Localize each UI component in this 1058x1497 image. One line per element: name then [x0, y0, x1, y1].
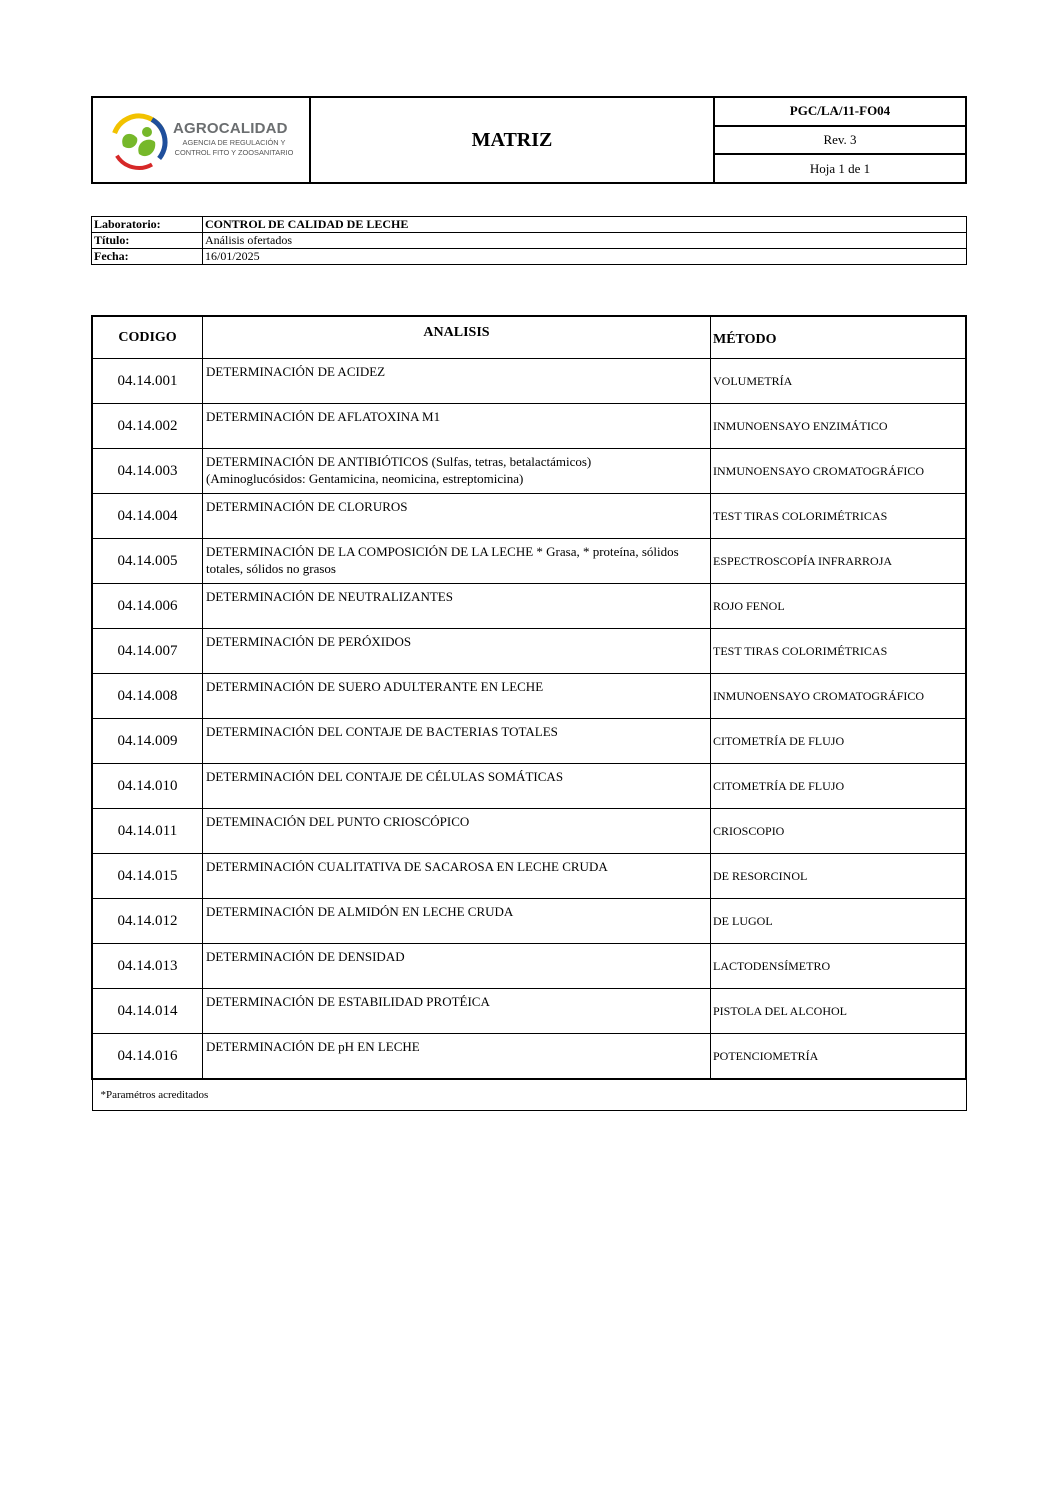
- title-label: Título:: [92, 233, 203, 249]
- date-value: 16/01/2025: [203, 249, 967, 265]
- info-row-title: [92, 233, 967, 249]
- row-code: 04.14.005: [92, 539, 203, 584]
- row-code: 04.14.010: [92, 764, 203, 809]
- table-row: [92, 629, 966, 674]
- row-analysis: DETERMINACIÓN DE SUERO ADULTERANTE EN LECHE: [203, 674, 711, 719]
- table-row: [92, 539, 966, 584]
- logo-cell: [93, 98, 311, 182]
- row-analysis: DETERMINACIÓN DE ACIDEZ: [203, 359, 711, 404]
- info-table: [91, 216, 967, 265]
- row-code: 04.14.016: [92, 1034, 203, 1080]
- row-method: VOLUMETRÍA: [711, 359, 967, 404]
- row-method: TEST TIRAS COLORIMÉTRICAS: [711, 494, 967, 539]
- table-row: [92, 944, 966, 989]
- table-header-row: [92, 316, 966, 359]
- table-row: [92, 899, 966, 944]
- row-analysis: DETERMINACIÓN DE ESTABILIDAD PROTÉICA: [203, 989, 711, 1034]
- row-analysis: DETERMINACIÓN DEL CONTAJE DE CÉLULAS SOMÁTICAS: [203, 764, 711, 809]
- row-code: 04.14.004: [92, 494, 203, 539]
- row-method: CITOMETRÍA DE FLUJO: [711, 764, 967, 809]
- row-code: 04.14.009: [92, 719, 203, 764]
- footnote: *Paramétros acreditados: [92, 1079, 966, 1111]
- row-code: 04.14.012: [92, 899, 203, 944]
- agrocalidad-logo-icon: [109, 112, 169, 172]
- analysis-table: [91, 315, 967, 1111]
- row-code: 04.14.015: [92, 854, 203, 899]
- table-row: [92, 809, 966, 854]
- table-row: [92, 674, 966, 719]
- row-method: CRIOSCOPIO: [711, 809, 967, 854]
- row-code: 04.14.006: [92, 584, 203, 629]
- row-analysis: DETERMINACIÓN DE PERÓXIDOS: [203, 629, 711, 674]
- document-meta: [715, 98, 965, 182]
- row-analysis: DETERMINACIÓN CUALITATIVA DE SACAROSA EN LECHE CRUDA: [203, 854, 711, 899]
- brand-subtitle-2: CONTROL FITO Y ZOOSANITARIO: [174, 148, 294, 157]
- row-method: LACTODENSÍMETRO: [711, 944, 967, 989]
- row-method: POTENCIOMETRÍA: [711, 1034, 967, 1080]
- table-row: [92, 1034, 966, 1080]
- row-method: DE RESORCINOL: [711, 854, 967, 899]
- table-row: [92, 854, 966, 899]
- row-code: 04.14.011: [92, 809, 203, 854]
- table-row: [92, 404, 966, 449]
- row-code: 04.14.014: [92, 989, 203, 1034]
- row-method: ESPECTROSCOPÍA INFRARROJA: [711, 539, 967, 584]
- row-code: 04.14.013: [92, 944, 203, 989]
- footnote-row: [92, 1079, 966, 1111]
- row-code: 04.14.007: [92, 629, 203, 674]
- row-analysis: DETERMINACIÓN DE NEUTRALIZANTES: [203, 584, 711, 629]
- lab-label: Laboratorio:: [92, 217, 203, 233]
- row-method: PISTOLA DEL ALCOHOL: [711, 989, 967, 1034]
- row-code: 04.14.001: [92, 359, 203, 404]
- table-row: [92, 719, 966, 764]
- table-row: [92, 584, 966, 629]
- row-code: 04.14.003: [92, 449, 203, 494]
- row-method: INMUNOENSAYO CROMATOGRÁFICO: [711, 449, 967, 494]
- row-code: 04.14.002: [92, 404, 203, 449]
- brand-name: AGROCALIDAD: [173, 120, 288, 137]
- table-row: [92, 449, 966, 494]
- row-analysis: DETERMINACIÓN DE ALMIDÓN EN LECHE CRUDA: [203, 899, 711, 944]
- table-row: [92, 494, 966, 539]
- row-analysis: DETERMINACIÓN DEL CONTAJE DE BACTERIAS TOTALES: [203, 719, 711, 764]
- title-value: Análisis ofertados: [203, 233, 967, 249]
- row-analysis: DETERMINACIÓN DE CLORUROS: [203, 494, 711, 539]
- table-row: [92, 989, 966, 1034]
- table-row: [92, 359, 966, 404]
- row-analysis: DETEMINACIÓN DEL PUNTO CRIOSCÓPICO: [203, 809, 711, 854]
- row-method: TEST TIRAS COLORIMÉTRICAS: [711, 629, 967, 674]
- row-method: DE LUGOL: [711, 899, 967, 944]
- row-method: CITOMETRÍA DE FLUJO: [711, 719, 967, 764]
- row-method: INMUNOENSAYO ENZIMÁTICO: [711, 404, 967, 449]
- row-analysis: DETERMINACIÓN DE ANTIBIÓTICOS (Sulfas, tetras, betalactámicos) (Aminoglucósidos: Gentamicina, neomicina, estreptomicina): [203, 449, 711, 494]
- document-revision: Rev. 3: [715, 125, 965, 154]
- document-header: [91, 96, 967, 184]
- row-analysis: DETERMINACIÓN DE DENSIDAD: [203, 944, 711, 989]
- document-page: Hoja 1 de 1: [715, 153, 965, 182]
- row-method: ROJO FENOL: [711, 584, 967, 629]
- row-analysis: DETERMINACIÓN DE AFLATOXINA M1: [203, 404, 711, 449]
- header-method: MÉTODO: [711, 316, 967, 359]
- header-code: CODIGO: [92, 316, 203, 359]
- row-analysis: DETERMINACIÓN DE pH EN LECHE: [203, 1034, 711, 1080]
- brand-text: [173, 120, 303, 157]
- brand-subtitle-1: AGENCIA DE REGULACIÓN Y: [182, 138, 286, 147]
- header-analysis: ANALISIS: [203, 316, 711, 359]
- row-code: 04.14.008: [92, 674, 203, 719]
- lab-value: CONTROL DE CALIDAD DE LECHE: [203, 217, 967, 233]
- info-row-date: [92, 249, 967, 265]
- info-row-laboratory: [92, 217, 967, 233]
- row-analysis: DETERMINACIÓN DE LA COMPOSICIÓN DE LA LECHE * Grasa, * proteína, sólidos totales, sólidos no grasos: [203, 539, 711, 584]
- date-label: Fecha:: [92, 249, 203, 265]
- row-method: INMUNOENSAYO CROMATOGRÁFICO: [711, 674, 967, 719]
- document-code: PGC/LA/11-FO04: [789, 103, 891, 119]
- table-row: [92, 764, 966, 809]
- document-title: MATRIZ: [311, 98, 715, 182]
